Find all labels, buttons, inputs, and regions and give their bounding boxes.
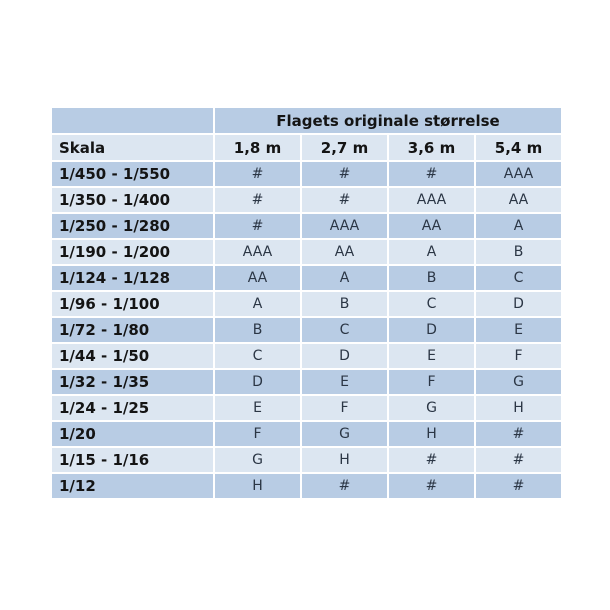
table-row [52, 370, 561, 394]
value-cell: E [476, 318, 561, 342]
value-cell: E [302, 370, 387, 394]
scale-range: 1/350 - 1/400 [52, 188, 213, 212]
table-row [52, 448, 561, 472]
table-row [52, 474, 561, 498]
value-cell: C [302, 318, 387, 342]
value-cell: E [215, 396, 300, 420]
value-cell: # [215, 188, 300, 212]
scale-range: 1/44 - 1/50 [52, 344, 213, 368]
column-header: 3,6 m [389, 135, 474, 160]
table-row [52, 214, 561, 238]
value-cell: A [389, 240, 474, 264]
table-title: Flagets originale størrelse [215, 108, 561, 133]
table-row [52, 396, 561, 420]
value-cell: F [389, 370, 474, 394]
value-cell: B [215, 318, 300, 342]
column-header-row [52, 135, 561, 160]
value-cell: D [302, 344, 387, 368]
value-cell: H [302, 448, 387, 472]
scale-range: 1/24 - 1/25 [52, 396, 213, 420]
table-row [52, 422, 561, 446]
value-cell: # [302, 474, 387, 498]
value-cell: F [302, 396, 387, 420]
value-cell: G [215, 448, 300, 472]
table-row [52, 162, 561, 186]
value-cell: G [389, 396, 474, 420]
value-cell: C [389, 292, 474, 316]
value-cell: A [302, 266, 387, 290]
row-header-label: Skala [52, 135, 213, 160]
column-header: 1,8 m [215, 135, 300, 160]
value-cell: H [389, 422, 474, 446]
table-row [52, 344, 561, 368]
value-cell: B [476, 240, 561, 264]
scale-range: 1/124 - 1/128 [52, 266, 213, 290]
value-cell: # [215, 162, 300, 186]
value-cell: D [215, 370, 300, 394]
scale-range: 1/250 - 1/280 [52, 214, 213, 238]
value-cell: C [215, 344, 300, 368]
value-cell: # [476, 474, 561, 498]
corner-cell [52, 108, 213, 133]
table-row [52, 188, 561, 212]
scale-range: 1/15 - 1/16 [52, 448, 213, 472]
value-cell: F [215, 422, 300, 446]
value-cell: AAA [215, 240, 300, 264]
value-cell: F [476, 344, 561, 368]
value-cell: G [476, 370, 561, 394]
table-row [52, 292, 561, 316]
column-header: 2,7 m [302, 135, 387, 160]
value-cell: D [476, 292, 561, 316]
value-cell: D [389, 318, 474, 342]
scale-range: 1/72 - 1/80 [52, 318, 213, 342]
value-cell: A [215, 292, 300, 316]
column-header: 5,4 m [476, 135, 561, 160]
scale-range: 1/190 - 1/200 [52, 240, 213, 264]
scale-range: 1/12 [52, 474, 213, 498]
value-cell: # [389, 474, 474, 498]
value-cell: H [215, 474, 300, 498]
value-cell: AA [302, 240, 387, 264]
value-cell: AA [476, 188, 561, 212]
scale-range: 1/450 - 1/550 [52, 162, 213, 186]
table-row [52, 318, 561, 342]
value-cell: G [302, 422, 387, 446]
table-row [52, 266, 561, 290]
table-title-row [52, 108, 561, 133]
value-cell: # [302, 162, 387, 186]
value-cell: # [215, 214, 300, 238]
flag-size-table [50, 106, 563, 500]
value-cell: # [476, 422, 561, 446]
value-cell: # [389, 448, 474, 472]
value-cell: AAA [302, 214, 387, 238]
value-cell: H [476, 396, 561, 420]
value-cell: # [476, 448, 561, 472]
value-cell: AAA [389, 188, 474, 212]
scale-range: 1/20 [52, 422, 213, 446]
value-cell: C [476, 266, 561, 290]
value-cell: # [389, 162, 474, 186]
value-cell: B [389, 266, 474, 290]
value-cell: B [302, 292, 387, 316]
scale-range: 1/32 - 1/35 [52, 370, 213, 394]
value-cell: E [389, 344, 474, 368]
value-cell: AA [215, 266, 300, 290]
value-cell: # [302, 188, 387, 212]
value-cell: AAA [476, 162, 561, 186]
scale-range: 1/96 - 1/100 [52, 292, 213, 316]
table-row [52, 240, 561, 264]
value-cell: AA [389, 214, 474, 238]
value-cell: A [476, 214, 561, 238]
